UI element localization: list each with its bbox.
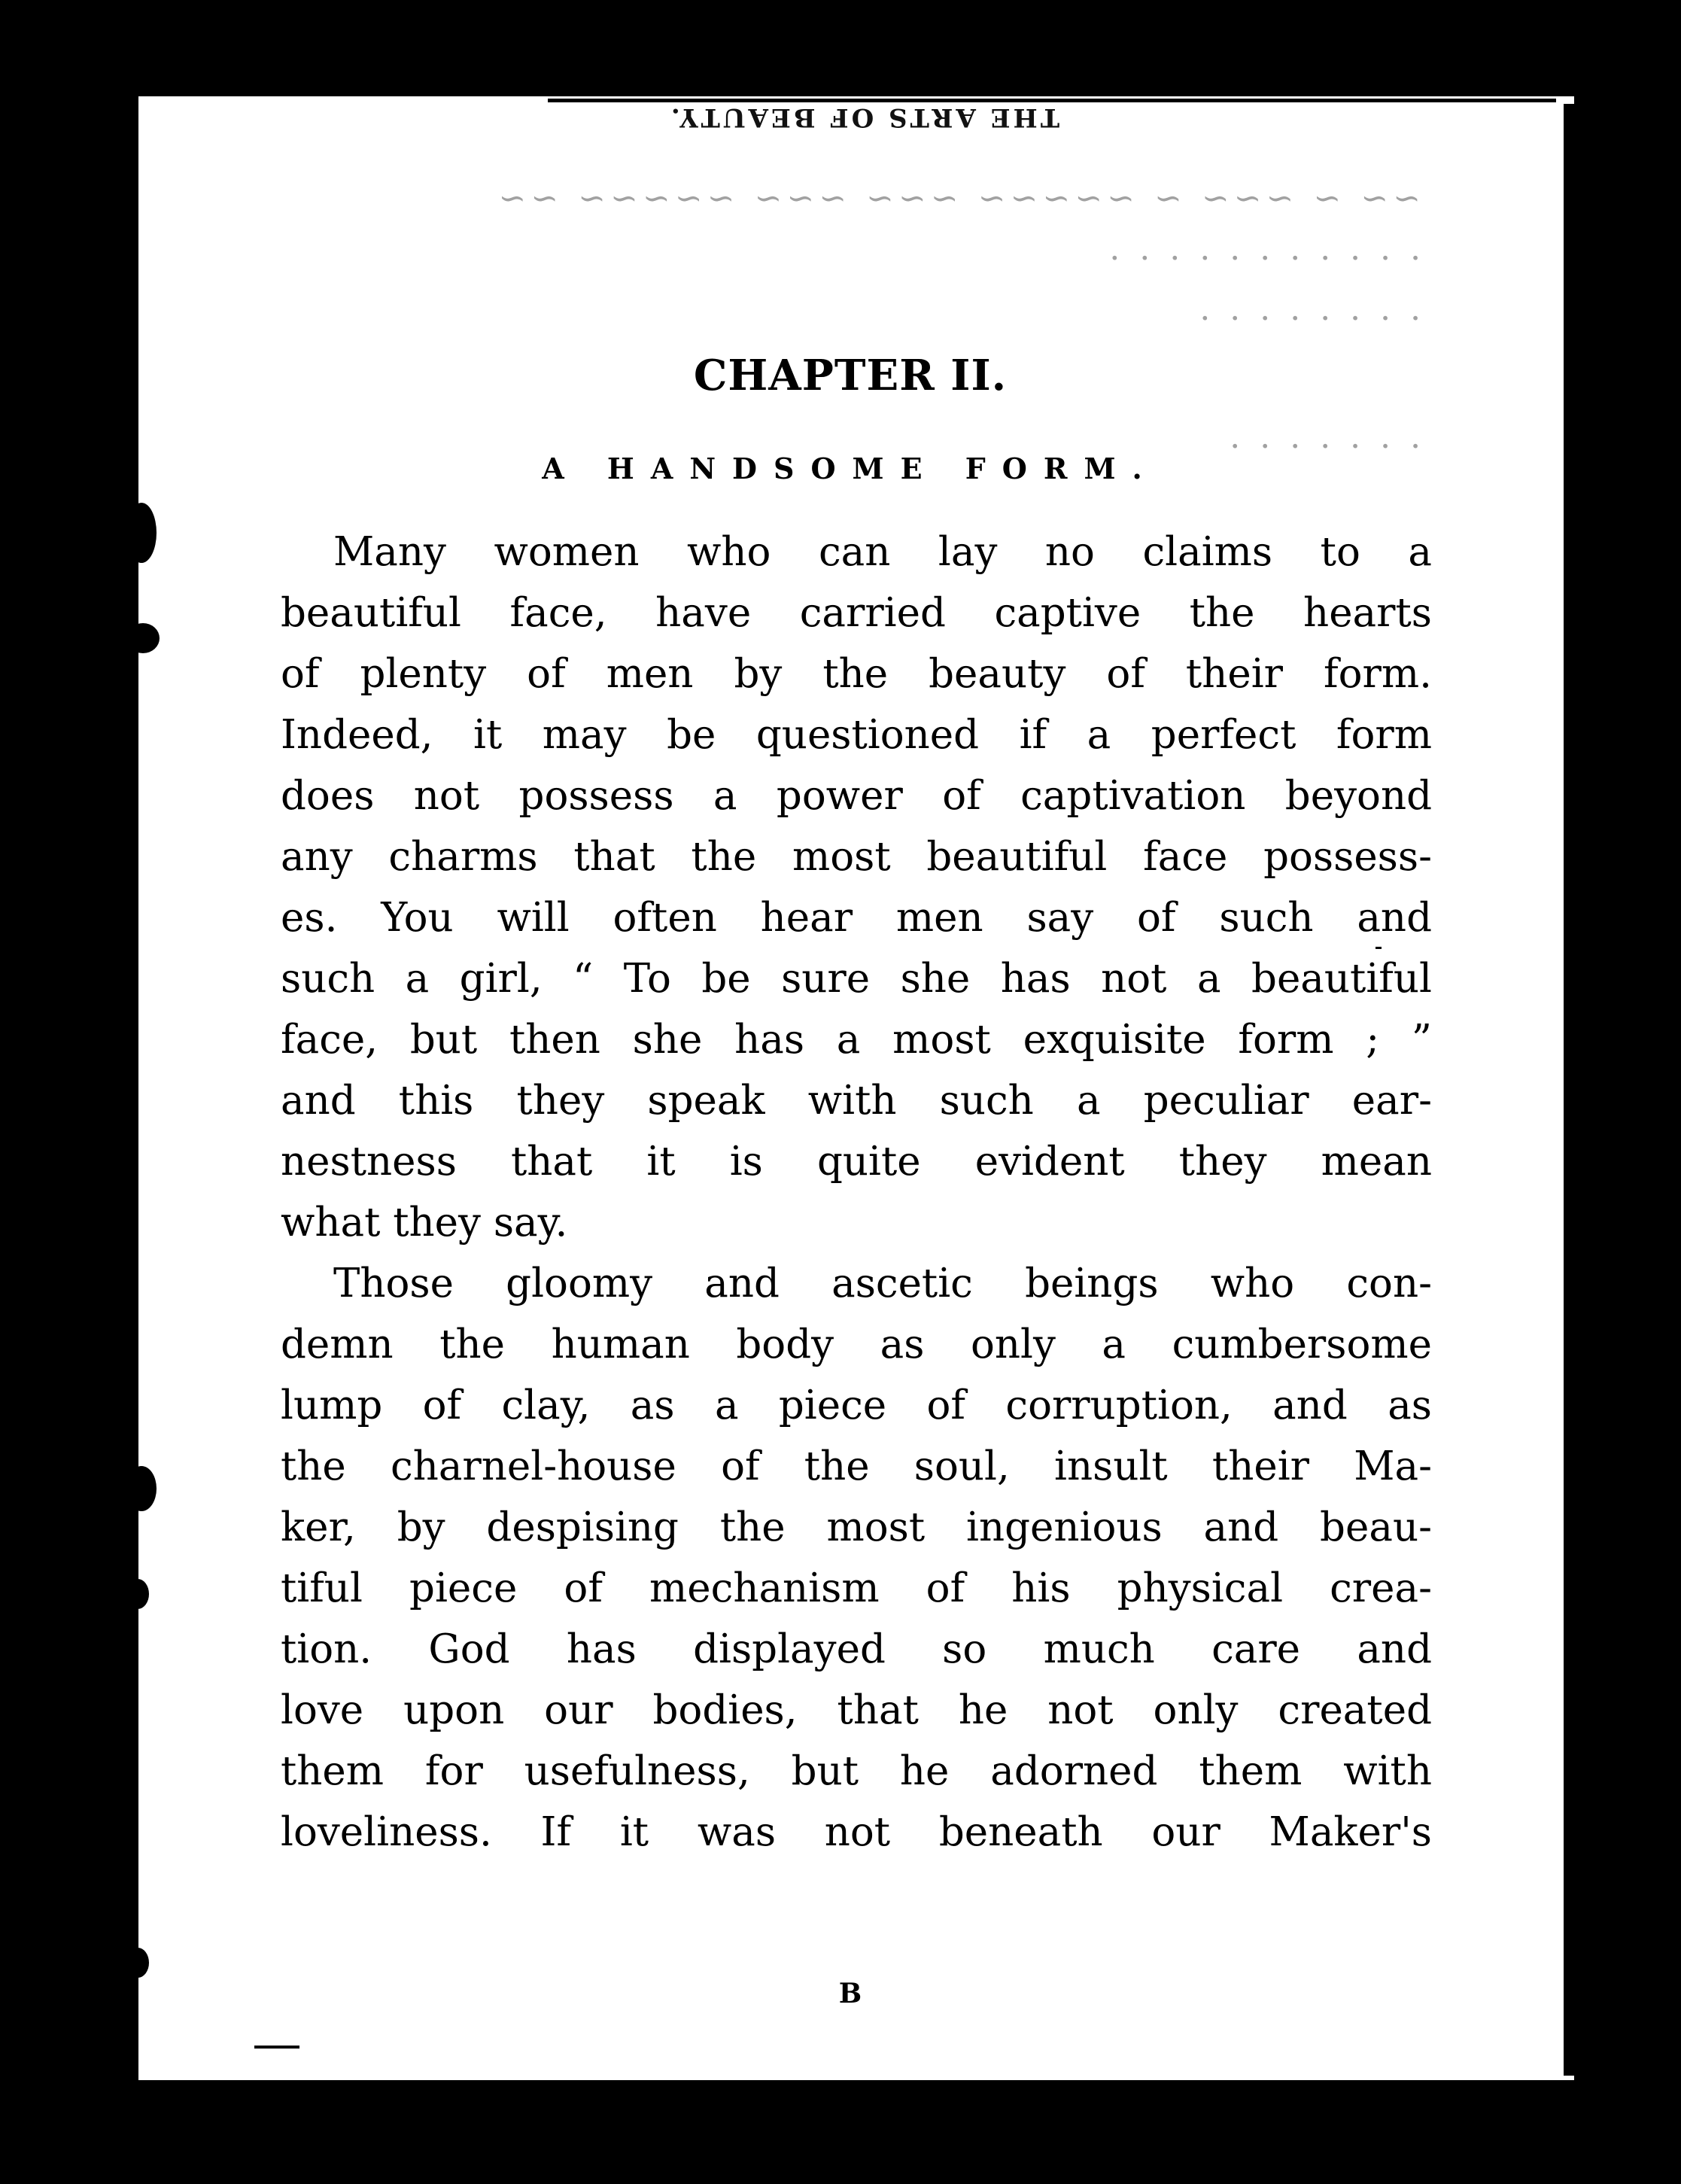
bleed-through-line: · · · · · · · · · · · — [1105, 239, 1421, 262]
text-line: demn the human body as only a cumbersome — [281, 1322, 1432, 1367]
binding-blot — [126, 1579, 149, 1609]
binding-blot — [126, 1948, 149, 1978]
text-line: tion. God has displayed so much care and — [281, 1626, 1432, 1672]
text-line: lump of clay, as a piece of corruption, and as — [281, 1382, 1432, 1428]
binding-blot — [126, 623, 160, 653]
text-line: Indeed, it may be questioned if a perfect form — [281, 712, 1432, 758]
text-line: any charms that the most beautiful face possess- — [281, 834, 1432, 880]
text-line: ker, by despising the most ingenious and beau- — [281, 1504, 1432, 1550]
speck — [1376, 947, 1382, 949]
speck — [1029, 2083, 1255, 2085]
text-line: them for usefulness, but he adorned them with — [281, 1748, 1432, 1794]
text-line: loveliness. If it was not beneath our Maker's — [281, 1809, 1432, 1855]
text-line: does not possess a power of captivation beyond — [281, 773, 1432, 819]
text-line: such a girl, “ To be sure she has not a beautiful — [281, 956, 1432, 1002]
body-text — [281, 522, 1432, 1863]
bleed-through-line: · · · · · · · · — [1195, 300, 1421, 322]
text-line: nestness that it is quite evident they mean — [281, 1139, 1432, 1185]
chapter-subtitle: A HANDSOME FORM. — [542, 452, 1159, 485]
text-line: of plenty of men by the beauty of their form. — [281, 651, 1432, 697]
text-line: Those gloomy and ascetic beings who con- — [333, 1261, 1432, 1306]
chapter-title: CHAPTER II. — [693, 351, 1008, 400]
binding-blot — [126, 1466, 157, 1511]
text-line: Many women who can lay no claims to a — [333, 529, 1432, 575]
text-line: and this they speak with such a peculiar ear- — [281, 1078, 1432, 1124]
text-line: es. You will often hear men say of such and — [281, 895, 1432, 941]
scanned-page — [126, 96, 1574, 2089]
bleed-through-line: · · · · · · · — [1225, 427, 1421, 450]
page-bottom-edge — [126, 2080, 1574, 2089]
text-line: the charnel-house of the soul, insult their Ma- — [281, 1443, 1432, 1489]
signature-mark: B — [838, 1978, 862, 2009]
text-line: tiful piece of mechanism of his physical crea- — [281, 1565, 1432, 1611]
text-line: love upon our bodies, that he not only created — [281, 1687, 1432, 1733]
text-line: beautiful face, have carried captive the hearts — [281, 590, 1432, 636]
running-head: THE ARTS OF BEAUTY. — [667, 102, 1060, 132]
text-line: what they say. — [281, 1200, 568, 1246]
speck — [254, 2046, 299, 2049]
speck — [1571, 683, 1574, 688]
text-line: face, but then she has a most exquisite form ; ” — [281, 1017, 1432, 1063]
binding-blot — [126, 503, 157, 563]
bleed-through-line: ~~ ~ ~~~ ~ ~~~~~ ~~~ ~~~ ~~~~~ ~~ — [494, 179, 1421, 202]
